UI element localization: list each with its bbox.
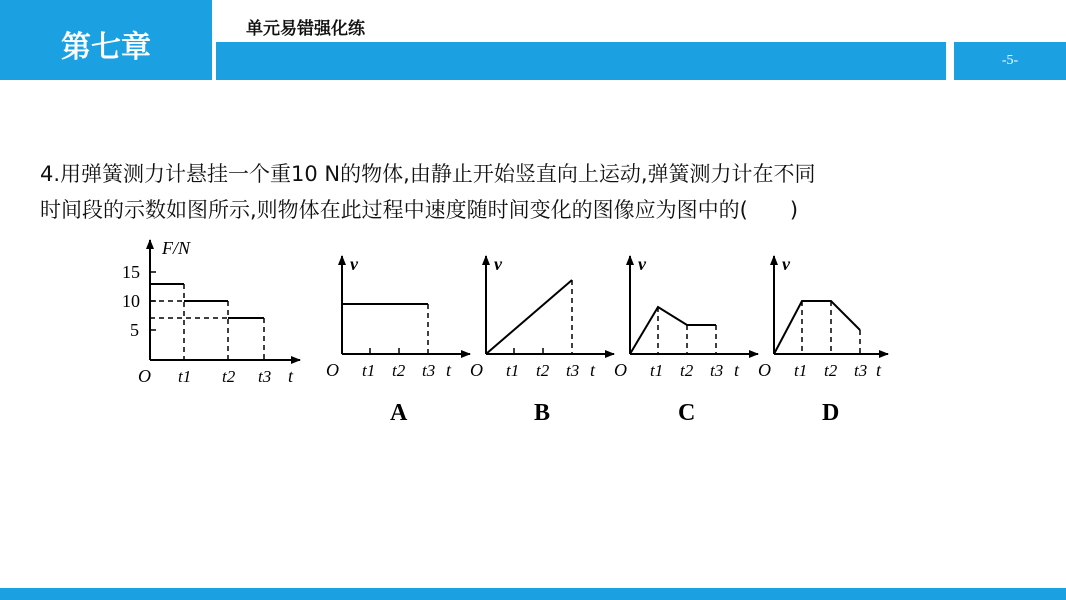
- option-b-origin: O: [470, 360, 483, 380]
- option-a-x-label: t: [446, 360, 452, 380]
- chapter-label: 第七章: [0, 0, 212, 80]
- force-x-tick-1: t1: [178, 367, 192, 386]
- option-b-label: B: [534, 400, 551, 426]
- question-figure: [110, 234, 910, 438]
- option-d-tick-2: t2: [824, 361, 838, 380]
- option-a-tick-1: t1: [362, 361, 376, 380]
- option-d-label: D: [822, 400, 840, 426]
- force-x-tick-3: t3: [258, 367, 272, 386]
- option-c-y-label: v: [638, 254, 646, 274]
- question-text: [40, 156, 1030, 228]
- footer-bar: [0, 588, 1066, 600]
- option-c-label: C: [678, 400, 696, 426]
- question-line-2: 时间段的示数如图所示,则物体在此过程中速度随时间变化的图像应为图中的( ): [40, 198, 799, 222]
- option-d-x-label: t: [876, 360, 882, 380]
- force-x-tick-2: t2: [222, 367, 236, 386]
- option-d-y-label: v: [782, 254, 790, 274]
- option-c-graph: [614, 254, 758, 426]
- option-c-tick-2: t2: [680, 361, 694, 380]
- option-c-x-label: t: [734, 360, 740, 380]
- option-a-y-label: v: [350, 254, 358, 274]
- option-b-tick-3: t3: [566, 361, 580, 380]
- graphs-svg: [110, 234, 910, 434]
- force-tick-5: 5: [130, 320, 139, 340]
- section-title: 单元易错强化练: [246, 19, 365, 39]
- header-bar: [216, 42, 946, 80]
- option-c-tick-1: t1: [650, 361, 664, 380]
- option-a-origin: O: [326, 360, 339, 380]
- option-a-graph: [326, 254, 470, 426]
- option-b-y-label: v: [494, 254, 502, 274]
- force-tick-10: 10: [122, 291, 140, 311]
- force-origin: O: [138, 366, 151, 386]
- option-d-graph: [758, 254, 888, 426]
- option-b-x-label: t: [590, 360, 596, 380]
- force-tick-15: 15: [122, 262, 140, 282]
- option-c-tick-3: t3: [710, 361, 724, 380]
- option-a-tick-2: t2: [392, 361, 406, 380]
- option-b-tick-1: t1: [506, 361, 520, 380]
- option-a-label: A: [390, 400, 408, 426]
- option-d-tick-1: t1: [794, 361, 808, 380]
- force-graph: [122, 238, 300, 386]
- option-d-tick-3: t3: [854, 361, 868, 380]
- page-number: -5-: [954, 42, 1066, 80]
- option-c-origin: O: [614, 360, 627, 380]
- option-a-tick-3: t3: [422, 361, 436, 380]
- question-line-1: 4.用弹簧测力计悬挂一个重10 N的物体,由静止开始竖直向上运动,弹簧测力计在不同: [40, 162, 816, 186]
- force-x-axis-label: t: [288, 366, 294, 386]
- option-b-graph: [470, 254, 614, 426]
- option-b-tick-2: t2: [536, 361, 550, 380]
- option-d-origin: O: [758, 360, 771, 380]
- force-y-axis-label: F/N: [162, 238, 191, 258]
